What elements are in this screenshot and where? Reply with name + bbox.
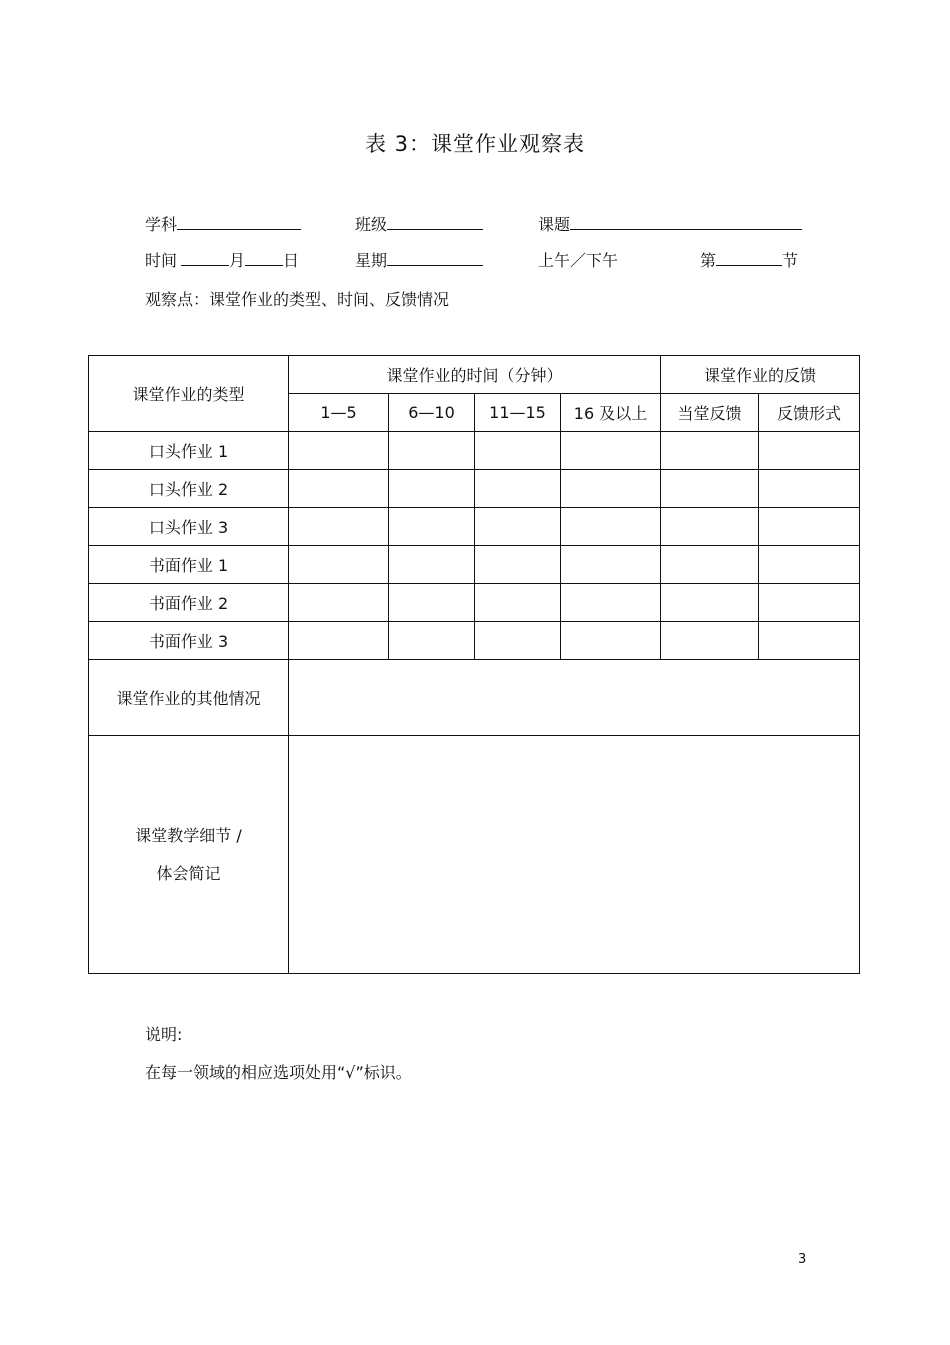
table-cell[interactable]: [759, 508, 860, 546]
table-cell[interactable]: [561, 546, 661, 584]
topic-field: [538, 212, 802, 235]
table-cell[interactable]: [759, 546, 860, 584]
feedback-col-2: 反馈形式: [759, 394, 860, 432]
month-label: 月: [229, 251, 246, 270]
day-blank[interactable]: [245, 249, 283, 266]
table-cell[interactable]: [475, 470, 561, 508]
table-cell[interactable]: [389, 470, 475, 508]
notes-row: [89, 736, 860, 974]
table-row: [89, 622, 860, 660]
table-cell[interactable]: [389, 584, 475, 622]
period-field: [700, 248, 798, 271]
table-cell[interactable]: [389, 508, 475, 546]
table-row: [89, 432, 860, 470]
table-cell[interactable]: [561, 432, 661, 470]
table-cell[interactable]: [661, 470, 759, 508]
time-col-2: 6—10: [389, 394, 475, 432]
time-col-4: 16 及以上: [561, 394, 661, 432]
table-cell[interactable]: [289, 546, 389, 584]
footer-label: 说明:: [145, 1025, 183, 1044]
day-label: 日: [283, 251, 300, 270]
topic-blank[interactable]: [570, 213, 802, 230]
table-cell[interactable]: [661, 584, 759, 622]
class-field: [355, 212, 483, 235]
table-cell[interactable]: [289, 508, 389, 546]
ampm-label: 上午／下午: [538, 251, 619, 270]
table-cell[interactable]: [475, 622, 561, 660]
time-header: 课堂作业的时间（分钟）: [289, 356, 661, 394]
table-cell[interactable]: [561, 622, 661, 660]
time-col-3: 11—15: [475, 394, 561, 432]
weekday-blank[interactable]: [387, 249, 483, 266]
table-cell[interactable]: [389, 622, 475, 660]
table-cell[interactable]: [289, 584, 389, 622]
page-number: 3: [798, 1252, 807, 1267]
table-cell[interactable]: [475, 432, 561, 470]
table-cell[interactable]: [389, 432, 475, 470]
table-row: [89, 584, 860, 622]
subject-blank[interactable]: [177, 213, 301, 230]
topic-label: 课题: [538, 215, 571, 234]
notes-label: [89, 736, 289, 974]
period-blank[interactable]: [716, 249, 782, 266]
table-cell[interactable]: [661, 508, 759, 546]
time-col-1: 1—5: [289, 394, 389, 432]
time-label: 时间: [145, 251, 178, 270]
table-cell[interactable]: [475, 546, 561, 584]
page-title: 表 3：课堂作业观察表: [364, 132, 586, 156]
table-cell[interactable]: [289, 432, 389, 470]
month-blank[interactable]: [181, 249, 229, 266]
table-row: [89, 508, 860, 546]
table-cell[interactable]: [289, 470, 389, 508]
subject-label: 学科: [145, 215, 178, 234]
notes-label-line2: 体会简记: [156, 863, 221, 883]
notes-label-line1: 课堂教学细节 /: [135, 825, 242, 845]
table-cell[interactable]: [759, 470, 860, 508]
table-cell[interactable]: [759, 432, 860, 470]
footer-text: 在每一领域的相应选项处用“√”标识。: [145, 1063, 412, 1082]
row-label: 书面作业 3: [89, 622, 289, 660]
class-blank[interactable]: [387, 213, 483, 230]
table-cell[interactable]: [389, 546, 475, 584]
table-cell[interactable]: [759, 622, 860, 660]
weekday-label: 星期: [355, 251, 388, 270]
row-label: 书面作业 1: [89, 546, 289, 584]
other-label: 课堂作业的其他情况: [89, 660, 289, 736]
table-row: [89, 546, 860, 584]
subject-field: [145, 212, 301, 235]
date-field: [145, 248, 299, 271]
row-label: 书面作业 2: [89, 584, 289, 622]
row-label: 口头作业 1: [89, 432, 289, 470]
period-pre-label: 第: [700, 251, 717, 270]
table-cell[interactable]: [561, 584, 661, 622]
table-cell[interactable]: [561, 508, 661, 546]
class-label: 班级: [355, 215, 388, 234]
observation-table: [88, 355, 860, 974]
weekday-field: [355, 248, 483, 271]
period-post-label: 节: [782, 251, 799, 270]
other-cell[interactable]: [289, 660, 860, 736]
row-label: 口头作业 2: [89, 470, 289, 508]
feedback-header: 课堂作业的反馈: [661, 356, 860, 394]
table-cell[interactable]: [475, 584, 561, 622]
observation-points: 观察点：课堂作业的类型、时间、反馈情况: [145, 290, 450, 309]
table-cell[interactable]: [759, 584, 860, 622]
table-cell[interactable]: [289, 622, 389, 660]
table-cell[interactable]: [661, 622, 759, 660]
type-header: 课堂作业的类型: [89, 356, 289, 432]
table-cell[interactable]: [561, 470, 661, 508]
table-cell[interactable]: [661, 432, 759, 470]
table-cell[interactable]: [475, 508, 561, 546]
table-cell[interactable]: [661, 546, 759, 584]
table-row: [89, 470, 860, 508]
notes-cell[interactable]: [289, 736, 860, 974]
feedback-col-1: 当堂反馈: [661, 394, 759, 432]
other-row: [89, 660, 860, 736]
row-label: 口头作业 3: [89, 508, 289, 546]
